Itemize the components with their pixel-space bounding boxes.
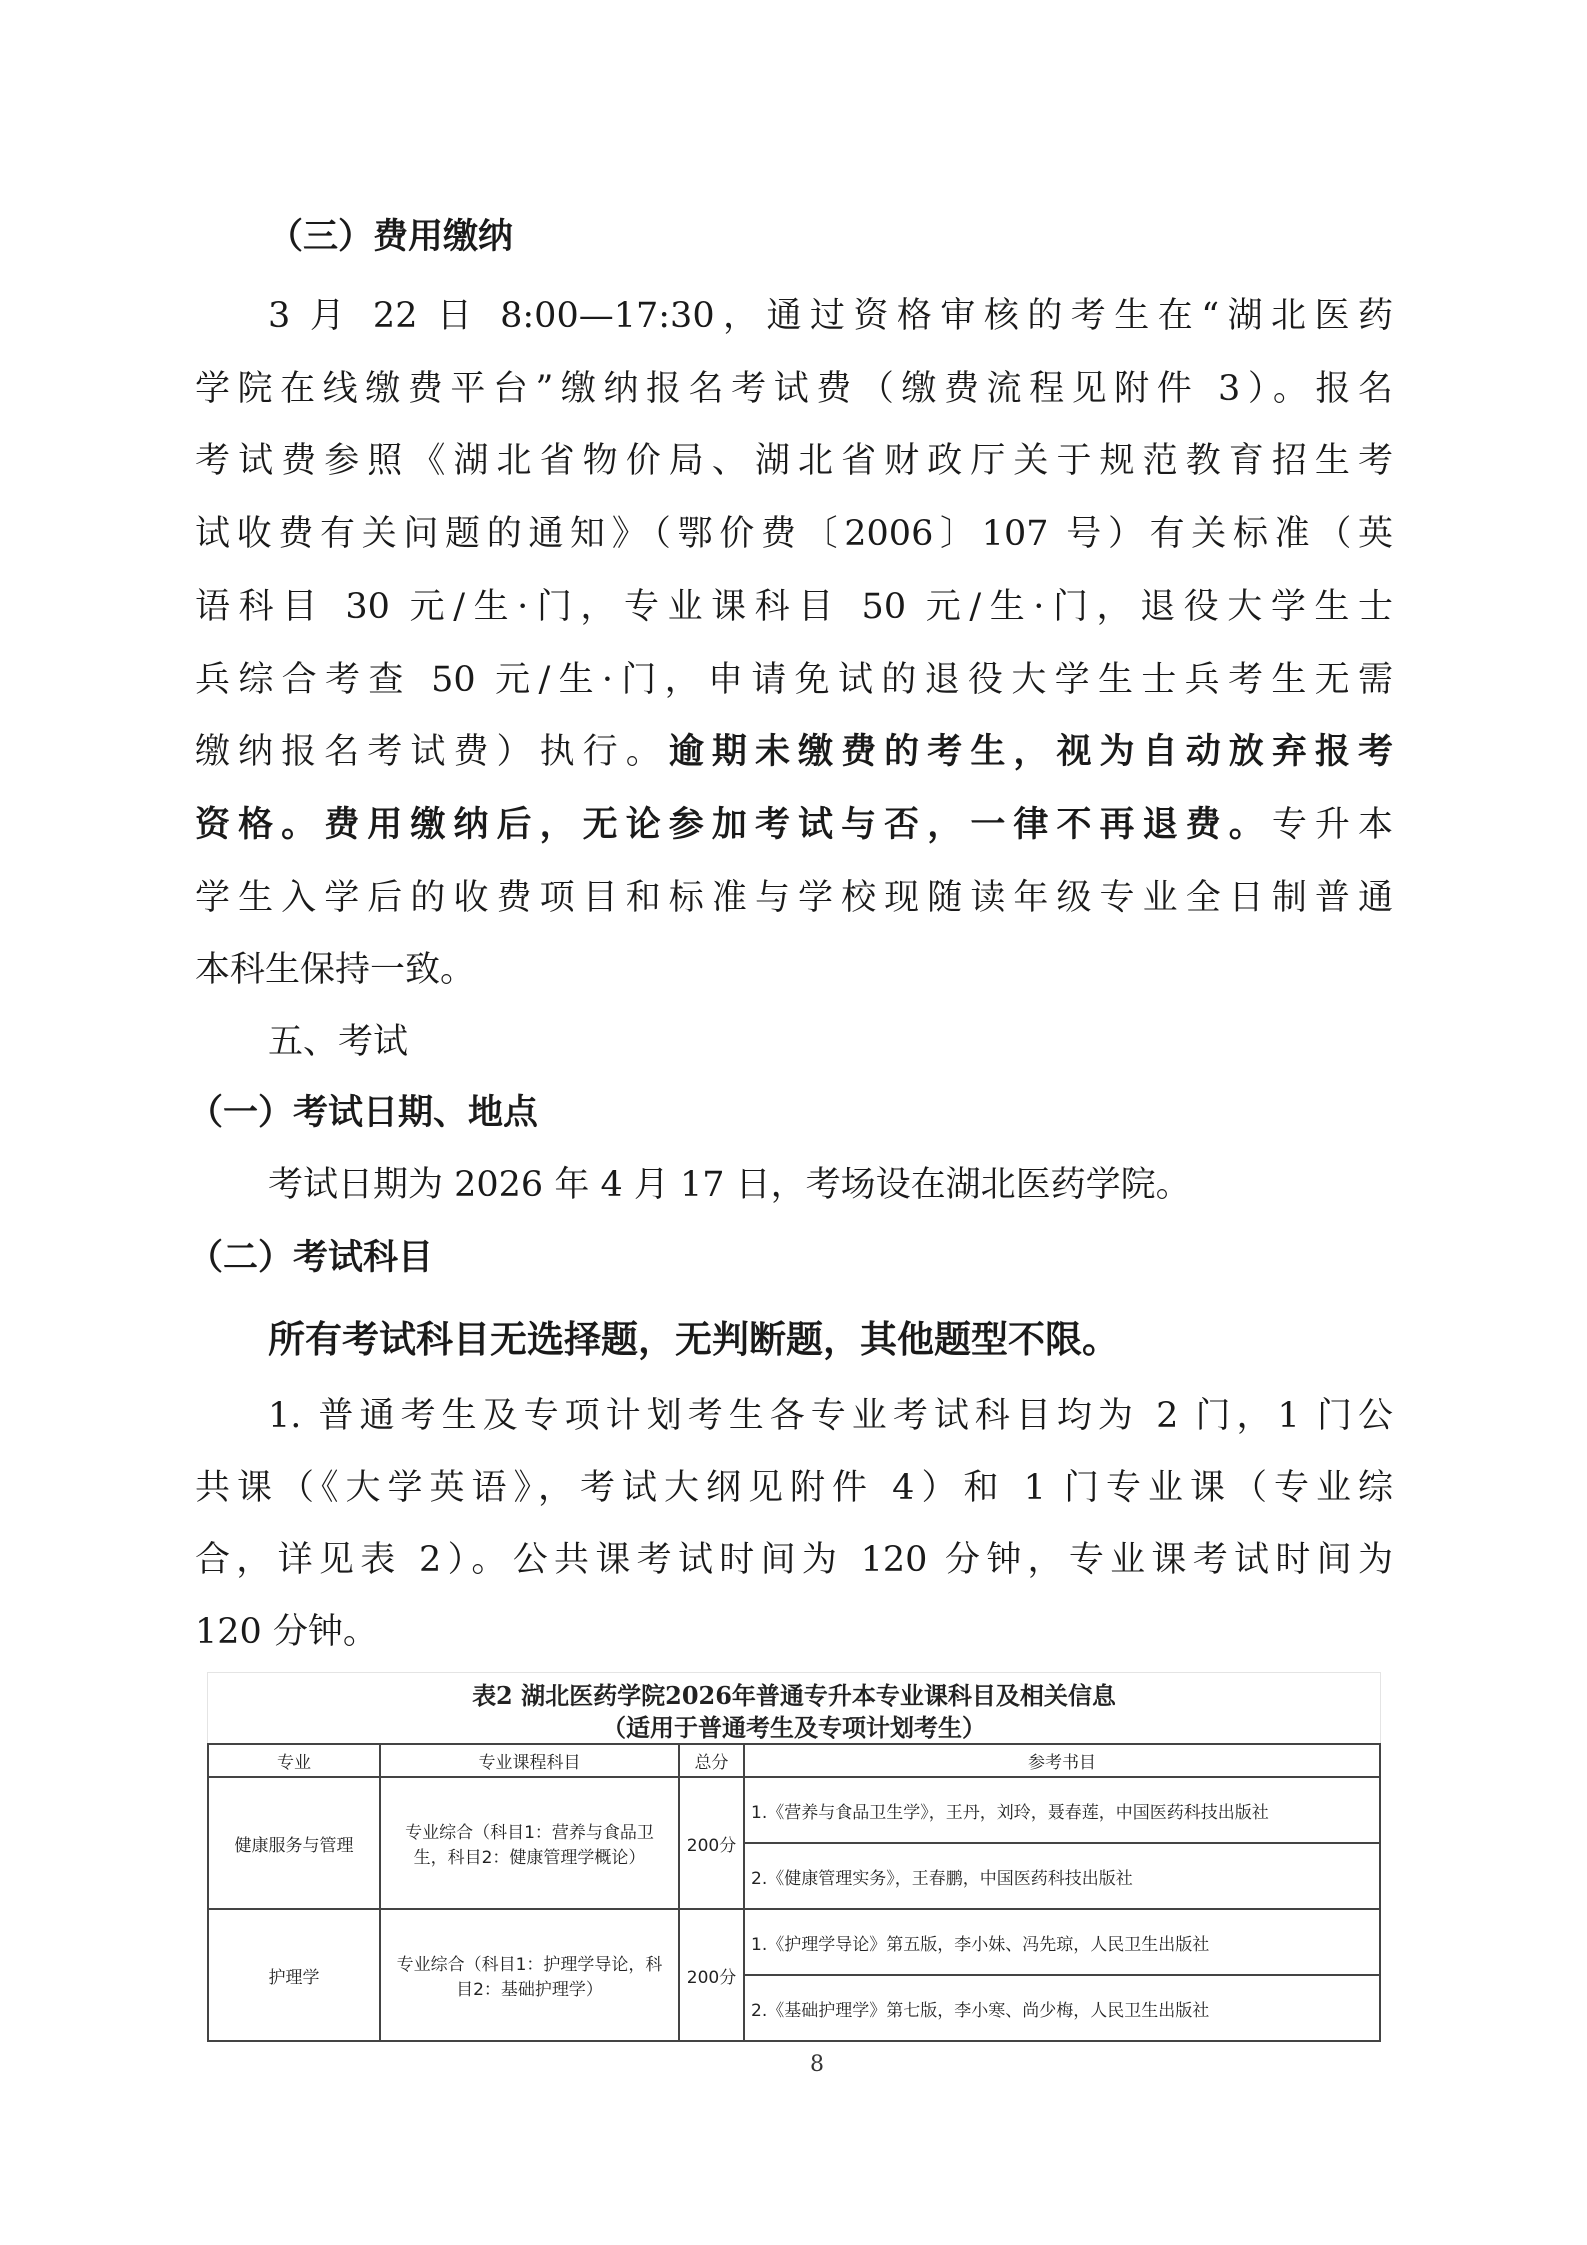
cell-reference: 2.《健康管理实务》，王春鹏，中国医药科技出版社: [744, 1843, 1380, 1909]
paragraph-line: 试收费有关问题的通知》（鄂价费〔2006〕107 号）有关标准（英: [195, 514, 1393, 554]
paragraph-line: 本科生保持一致。: [195, 950, 476, 990]
paragraph-line: 语科目 30 元/生·门，专业课科目 50 元/生·门，退役大学生士: [195, 587, 1393, 627]
bold-warning-text: 资格。费用缴纳后，无论参加考试与否，一律不再退费。: [195, 805, 1272, 845]
paragraph-line: 兵综合考查 50 元/生·门，申请免试的退役大学生士兵考生无需: [195, 660, 1393, 700]
section-heading-fee: （三）费用缴纳: [268, 217, 514, 257]
cell-score: 200分: [679, 1777, 744, 1909]
header-course: 专业课程科目: [380, 1744, 679, 1777]
subheading-exam-date: （一）考试日期、地点: [188, 1093, 539, 1133]
plain-text: 缴纳报名考试费）执行。: [195, 732, 669, 772]
table-row: [208, 1909, 1380, 1975]
subjects-bold-note: 所有考试科目无选择题，无判断题，其他题型不限。: [268, 1318, 1119, 1361]
paragraph-line: 共课（《大学英语》，考试大纲见附件 4）和 1 门专业课（专业综: [195, 1468, 1393, 1508]
course-table: [207, 1743, 1381, 2042]
cell-course: 专业综合（科目1：护理学导论，科目2：基础护理学）: [380, 1909, 679, 2041]
page-number: 8: [810, 2052, 824, 2077]
cell-reference: 1.《护理学导论》第五版，李小妹、冯先琼，人民卫生出版社: [744, 1909, 1380, 1975]
section-heading-exam: 五、考试: [268, 1022, 409, 1062]
subheading-exam-subjects: （二）考试科目: [188, 1238, 434, 1278]
header-score: 总分: [679, 1744, 744, 1777]
cell-score: 200分: [679, 1909, 744, 2041]
paragraph-line: 1. 普通考生及专项计划考生各专业考试科目均为 2 门，1 门公: [268, 1396, 1393, 1436]
bold-warning-text: 逾期未缴费的考生，视为自动放弃报考: [668, 732, 1393, 772]
paragraph-line: 考试费参照《湖北省物价局、湖北省财政厅关于规范教育招生考: [195, 441, 1393, 481]
cell-course: 专业综合（科目1：营养与食品卫生，科目2：健康管理学概论）: [380, 1777, 679, 1909]
table-row: [208, 1777, 1380, 1843]
table-header-row: [208, 1744, 1380, 1777]
exam-date-text: 考试日期为 2026 年 4 月 17 日，考场设在湖北医药学院。: [268, 1165, 1191, 1205]
paragraph-line: 学生入学后的收费项目和标准与学校现随读年级专业全日制普通: [195, 878, 1393, 918]
header-major: 专业: [208, 1744, 380, 1777]
cell-major: 健康服务与管理: [208, 1777, 380, 1909]
paragraph-line: [195, 802, 1393, 848]
paragraph-line: 120 分钟。: [195, 1612, 378, 1652]
paragraph-line: 合，详见表 2）。公共课考试时间为 120 分钟，专业课考试时间为: [195, 1540, 1393, 1580]
cell-major: 护理学: [208, 1909, 380, 2041]
cell-reference: 1.《营养与食品卫生学》，王丹，刘玲，聂春莲，中国医药科技出版社: [744, 1777, 1380, 1843]
table-title: 表2 湖北医药学院2026年普通专升本专业课科目及相关信息: [472, 1681, 1116, 1710]
header-references: 参考书目: [744, 1744, 1380, 1777]
cell-reference: 2.《基础护理学》第七版，李小寒、尚少梅，人民卫生出版社: [744, 1975, 1380, 2041]
table-subtitle: （适用于普通考生及专项计划考生）: [602, 1713, 986, 1742]
plain-text: 专升本: [1271, 805, 1393, 845]
paragraph-line: 学院在线缴费平台”缴纳报名考试费（缴费流程见附件 3）。报名: [195, 369, 1393, 409]
paragraph-line: [195, 729, 1393, 775]
paragraph-line: 3 月 22 日 8:00—17:30，通过资格审核的考生在“湖北医药: [268, 296, 1393, 336]
